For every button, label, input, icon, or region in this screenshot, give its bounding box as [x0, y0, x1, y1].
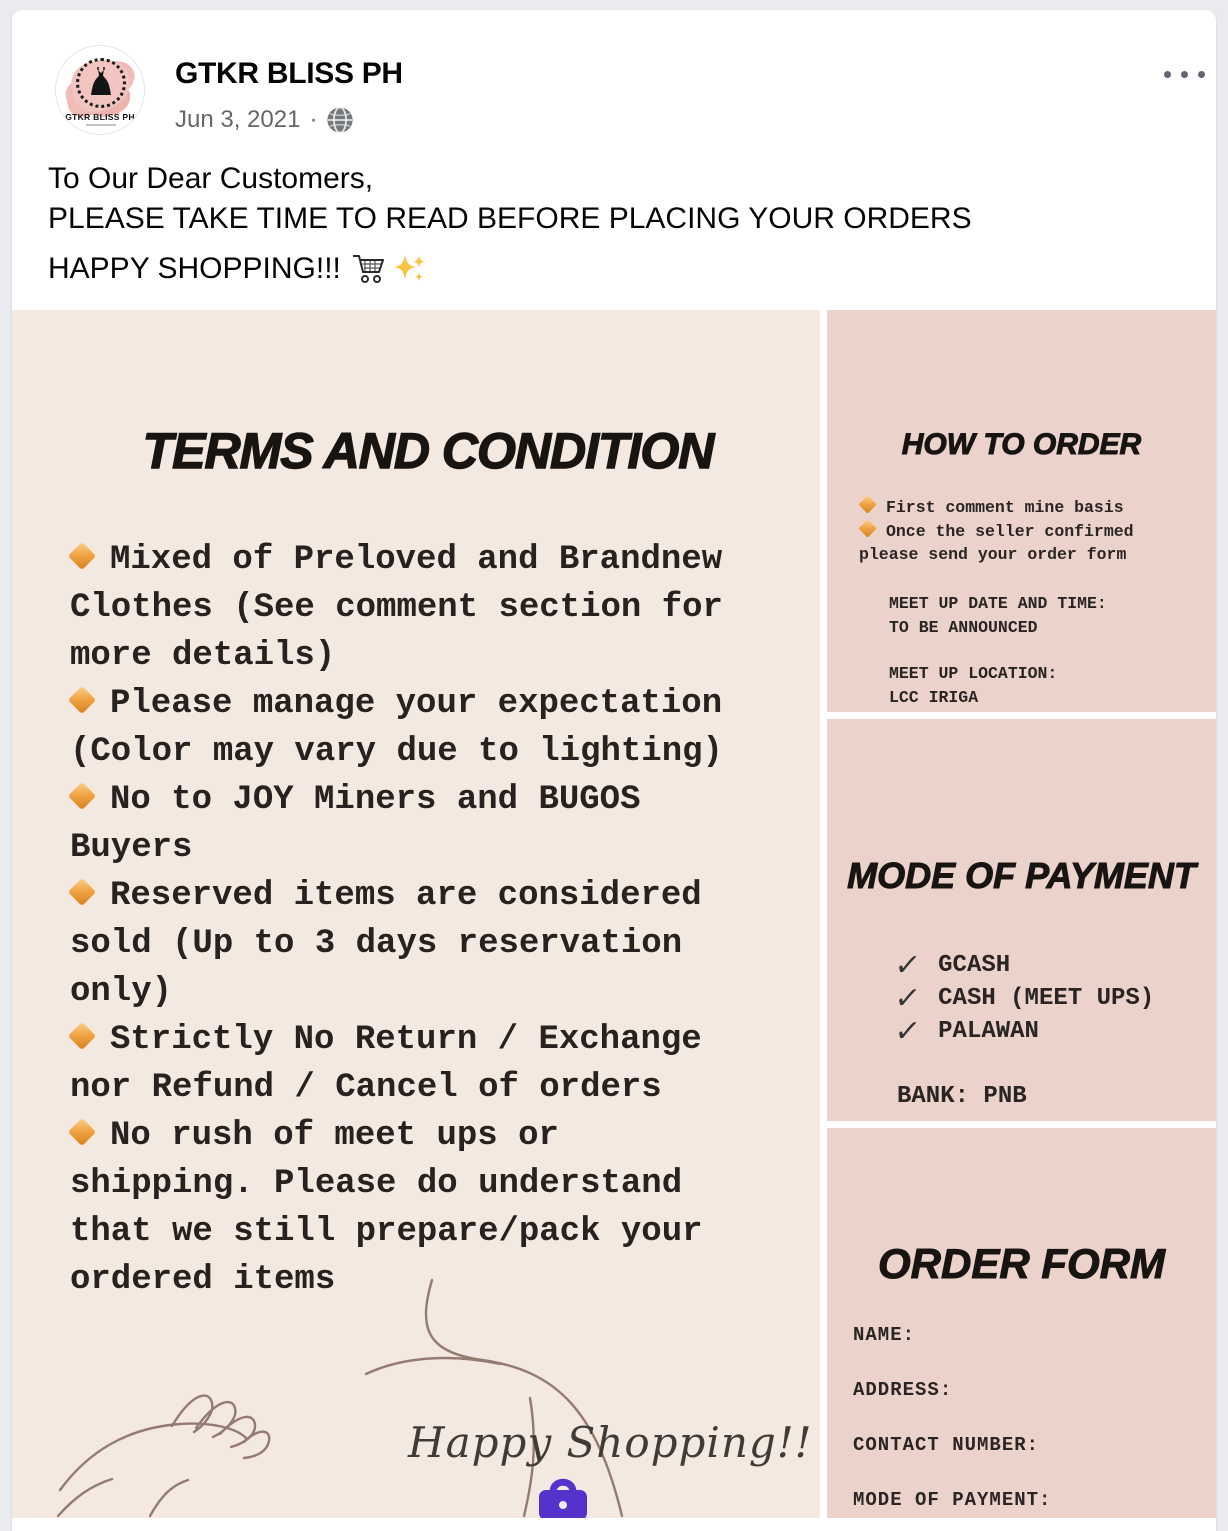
payment-option-label: GCASH — [938, 952, 1011, 979]
term-text: No rush of meet ups or shipping. Please do understand that we still prepare/pack your ordered items — [70, 1117, 703, 1299]
how-to-order-steps — [859, 496, 1189, 567]
shopping-bag-icon — [536, 1474, 590, 1518]
page-avatar[interactable] — [55, 45, 145, 135]
term-item — [70, 1016, 742, 1112]
term-text: Reserved items are considered sold (Up to 3 days reservation only) — [70, 877, 702, 1011]
diamond-bullet-icon — [68, 878, 96, 906]
post-card — [12, 10, 1216, 1531]
term-item — [70, 536, 742, 680]
order-step-text: Once the seller confirmed please send your order form — [859, 521, 1134, 564]
order-form-field: ADDRESS: — [853, 1379, 953, 1401]
post-line-1: To Our Dear Customers, — [48, 162, 374, 195]
checkmark-icon: ✓ — [892, 1014, 923, 1049]
meetup-datetime-value: TO BE ANNOUNCED — [889, 618, 1038, 637]
payment-options — [892, 948, 1155, 1049]
payment-option — [892, 981, 1155, 1016]
more-dot-icon — [1181, 71, 1188, 78]
photo-how-to-order[interactable] — [827, 310, 1216, 712]
shopping-cart-icon — [351, 252, 387, 286]
sparkles-icon — [393, 252, 427, 286]
happy-shopping-script: Happy Shopping!! — [408, 1418, 813, 1467]
page-name-link[interactable]: GTKR BLISS PH — [175, 57, 403, 90]
meetup-location-value: LCC IRIGA — [889, 688, 979, 707]
more-dot-icon — [1198, 71, 1205, 78]
diamond-bullet-icon — [68, 686, 96, 714]
term-item — [70, 872, 742, 1016]
meta-dot-separator: · — [309, 106, 318, 133]
order-step-text: First comment mine basis — [886, 498, 1124, 517]
payment-option — [892, 948, 1154, 983]
avatar-brand-text: GTKR BLISS PH — [65, 112, 135, 122]
order-step — [859, 520, 1189, 567]
post-timestamp[interactable]: Jun 3, 2021 — [175, 106, 301, 133]
order-form-fields — [853, 1324, 1051, 1518]
term-item — [70, 776, 742, 872]
checkmark-icon: ✓ — [892, 981, 923, 1016]
order-form-field: MODE OF PAYMENT: — [853, 1489, 1052, 1511]
avatar-tagline-smudge — [86, 124, 116, 126]
diamond-bullet-icon — [858, 495, 876, 513]
dress-icon — [90, 66, 112, 96]
photo-order-form[interactable] — [827, 1128, 1216, 1518]
diamond-bullet-icon — [858, 519, 876, 537]
term-item — [70, 680, 742, 776]
how-to-order-title: HOW TO ORDER — [901, 428, 1142, 461]
order-form-field: NAME: — [853, 1324, 916, 1346]
post-line-3 — [48, 249, 1188, 289]
term-text: Strictly No Return / Exchange nor Refund / Cancel of orders — [70, 1021, 702, 1107]
checkmark-icon: ✓ — [892, 948, 923, 983]
payment-option-label: PALAWAN — [938, 1018, 1039, 1045]
diamond-bullet-icon — [68, 542, 96, 570]
post-line-3-text: HAPPY SHOPPING!!! — [48, 252, 341, 285]
term-text: Mixed of Preloved and Brandnew Clothes (See comment section for more details) — [70, 541, 723, 675]
mode-of-payment-title: MODE OF PAYMENT — [847, 855, 1196, 896]
meetup-location-label: MEET UP LOCATION: — [889, 664, 1058, 683]
post-meta — [175, 106, 354, 134]
order-step — [859, 496, 1189, 520]
term-text: No to JOY Miners and BUGOS Buyers — [70, 781, 641, 867]
meetup-info — [889, 592, 1107, 710]
payment-option-label: CASH (MEET UPS) — [938, 985, 1155, 1012]
photo-mode-of-payment[interactable] — [827, 719, 1216, 1121]
diamond-bullet-icon — [68, 782, 96, 810]
order-form-field: CONTACT NUMBER: — [853, 1434, 1040, 1456]
term-text: Please manage your expectation (Color may vary due to lighting) — [70, 685, 723, 771]
post-line-2: PLEASE TAKE TIME TO READ BEFORE PLACING YOUR ORDERS — [48, 202, 972, 235]
photo-terms-and-condition[interactable] — [12, 310, 820, 1518]
order-form-title: ORDER FORM — [878, 1240, 1165, 1287]
diamond-bullet-icon — [68, 1022, 96, 1050]
globe-audience-icon — [326, 106, 354, 134]
terms-list — [70, 536, 742, 1304]
post-message — [48, 159, 1188, 289]
payment-option — [892, 1014, 1154, 1049]
meetup-datetime-label: MEET UP DATE AND TIME: — [889, 594, 1107, 613]
diamond-bullet-icon — [68, 1118, 96, 1146]
more-options-button[interactable] — [1150, 54, 1216, 94]
more-dot-icon — [1164, 71, 1171, 78]
post-photo-grid — [12, 310, 1216, 1531]
bank-info: BANK: PNB — [897, 1083, 1027, 1110]
terms-title: TERMS AND CONDITION — [142, 423, 714, 479]
